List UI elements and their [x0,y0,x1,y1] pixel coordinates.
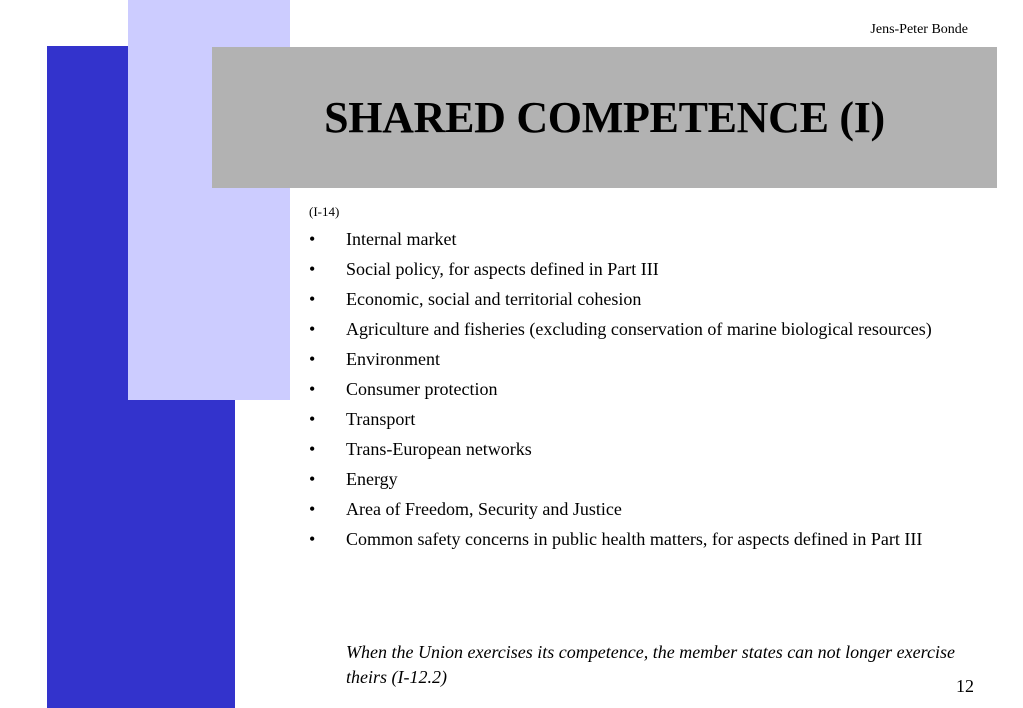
author-name: Jens-Peter Bonde [870,22,968,37]
list-item-text: Agriculture and fisheries (excluding conservation of marine biological resources) [346,319,932,339]
list-item [305,227,965,252]
bullet-icon: • [309,259,316,279]
list-item-text: Consumer protection [346,379,498,399]
bullet-icon: • [309,529,316,549]
list-item [305,497,965,522]
list-item [305,437,965,462]
list-item-text: Social policy, for aspects defined in Part III [346,259,659,279]
bullet-icon: • [309,469,316,489]
list-item [305,257,965,282]
bullet-icon: • [309,409,316,429]
list-item [305,347,965,372]
bullet-icon: • [309,229,316,249]
article-reference: (I-14) [309,204,340,219]
list-item-text: Energy [346,469,398,489]
bullet-icon: • [309,439,316,459]
bullet-icon: • [309,319,316,339]
list-item [305,317,965,342]
list-item [305,407,965,432]
title-banner [212,47,997,188]
competence-list [305,227,965,557]
list-item-text: Transport [346,409,416,429]
list-item-text: Economic, social and territorial cohesion [346,289,642,309]
list-item [305,287,965,312]
bullet-icon: • [309,349,316,369]
list-item [305,467,965,492]
list-item [305,377,965,402]
footnote-text: When the Union exercises its competence, the member states can not longer exercise theirs (I-12.2) [346,642,955,687]
list-item-text: Internal market [346,229,457,249]
page-number: 12 [956,676,974,696]
bullet-icon: • [309,379,316,399]
list-item-text: Common safety concerns in public health matters, for aspects defined in Part III [346,529,923,549]
slide-title: SHARED COMPETENCE (I) [324,93,885,142]
list-item-text: Area of Freedom, Security and Justice [346,499,622,519]
list-item-text: Trans-European networks [346,439,532,459]
bullet-icon: • [309,289,316,309]
list-item-text: Environment [346,349,440,369]
list-item [305,527,965,552]
bullet-icon: • [309,499,316,519]
